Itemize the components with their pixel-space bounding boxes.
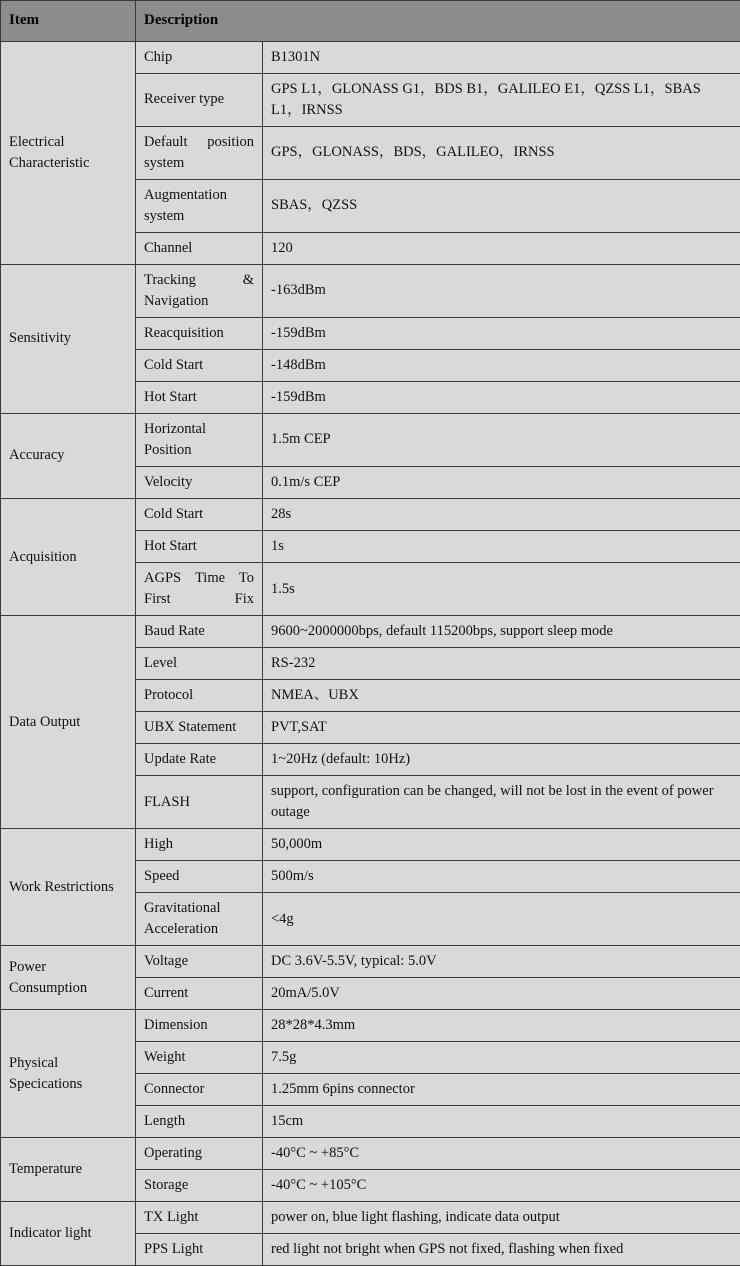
description-value: 20mA/5.0V (263, 978, 740, 1010)
description-value: -40°C ~ +85°C (263, 1138, 740, 1170)
column-header-item: Item (1, 1, 136, 42)
sub-item-label: Length (136, 1106, 263, 1138)
sub-item-label: High (136, 829, 263, 861)
item-group-label: Temperature (1, 1138, 136, 1202)
description-value: B1301N (263, 41, 740, 73)
description-value: <4g (263, 893, 740, 946)
description-value: SBAS，QZSS (263, 179, 740, 232)
item-group-label: Acquisition (1, 499, 136, 616)
description-value: -163dBm (263, 264, 740, 317)
description-value: -148dBm (263, 349, 740, 381)
sub-item-label: Speed (136, 861, 263, 893)
description-value: power on, blue light flashing, indicate data output (263, 1202, 740, 1234)
sub-item-label: Default position system (136, 126, 263, 179)
table-row (1, 1010, 740, 1042)
description-value: RS-232 (263, 648, 740, 680)
table-row (1, 499, 740, 531)
sub-item-label: Gravitational Acceleration (136, 893, 263, 946)
sub-item-label: Storage (136, 1170, 263, 1202)
description-value: 1~20Hz (default: 10Hz) (263, 744, 740, 776)
table-row (1, 264, 740, 317)
description-value: GPS，GLONASS，BDS，GALILEO，IRNSS (263, 126, 740, 179)
description-value: 15cm (263, 1106, 740, 1138)
sub-item-label: Weight (136, 1042, 263, 1074)
item-group-label: Power Consumption (1, 946, 136, 1010)
sub-item-label: Voltage (136, 946, 263, 978)
sub-item-label: Hot Start (136, 531, 263, 563)
sub-item-label: Dimension (136, 1010, 263, 1042)
description-value: 0.1m/s CEP (263, 466, 740, 498)
description-value: 28s (263, 499, 740, 531)
sub-item-label: UBX Statement (136, 712, 263, 744)
description-value: -159dBm (263, 381, 740, 413)
table-row (1, 946, 740, 978)
description-value: 28*28*4.3mm (263, 1010, 740, 1042)
item-group-label: Indicator light (1, 1202, 136, 1266)
table-row (1, 616, 740, 648)
sub-item-label: Tracking & Navigation (136, 264, 263, 317)
sub-item-label: Baud Rate (136, 616, 263, 648)
sub-item-label: Augmentation system (136, 179, 263, 232)
description-value: 50,000m (263, 829, 740, 861)
description-value: support, configuration can be changed, will not be lost in the event of power outage (263, 776, 740, 829)
item-group-label: Sensitivity (1, 264, 136, 413)
table-row (1, 1138, 740, 1170)
table-row (1, 829, 740, 861)
sub-item-label: Hot Start (136, 381, 263, 413)
sub-item-label: Chip (136, 41, 263, 73)
table-row (1, 413, 740, 466)
header-row (1, 1, 740, 42)
sub-item-label: Cold Start (136, 499, 263, 531)
description-value: 1s (263, 531, 740, 563)
sub-item-label: Connector (136, 1074, 263, 1106)
column-header-description: Description (136, 1, 740, 42)
description-value: 9600~2000000bps, default 115200bps, support sleep mode (263, 616, 740, 648)
description-value: 500m/s (263, 861, 740, 893)
table-row (1, 41, 740, 73)
sub-item-label: Update Rate (136, 744, 263, 776)
sub-item-label: Channel (136, 232, 263, 264)
item-group-label: Electrical Characteristic (1, 41, 136, 264)
description-value: NMEA、UBX (263, 680, 740, 712)
description-value: GPS L1，GLONASS G1，BDS B1，GALILEO E1，QZSS L1，SBAS L1，IRNSS (263, 73, 740, 126)
description-value: 1.5m CEP (263, 413, 740, 466)
description-value: 7.5g (263, 1042, 740, 1074)
table-header (1, 1, 740, 42)
description-value: 120 (263, 232, 740, 264)
description-value: 1.25mm 6pins connector (263, 1074, 740, 1106)
sub-item-label: Receiver type (136, 73, 263, 126)
description-value: -159dBm (263, 317, 740, 349)
description-value: 1.5s (263, 563, 740, 616)
sub-item-label: PPS Light (136, 1234, 263, 1266)
sub-item-label: FLASH (136, 776, 263, 829)
item-group-label: Physical Specications (1, 1010, 136, 1138)
sub-item-label: Current (136, 978, 263, 1010)
description-value: PVT,SAT (263, 712, 740, 744)
sub-item-label: Operating (136, 1138, 263, 1170)
sub-item-label: Velocity (136, 466, 263, 498)
sub-item-label: TX Light (136, 1202, 263, 1234)
sub-item-label: AGPS Time To First Fix (136, 563, 263, 616)
description-value: -40°C ~ +105°C (263, 1170, 740, 1202)
description-value: red light not bright when GPS not fixed, flashing when fixed (263, 1234, 740, 1266)
sub-item-label: Reacquisition (136, 317, 263, 349)
sub-item-label: Horizontal Position (136, 413, 263, 466)
sub-item-label: Cold Start (136, 349, 263, 381)
item-group-label: Data Output (1, 616, 136, 829)
sub-item-label: Level (136, 648, 263, 680)
sub-item-label: Protocol (136, 680, 263, 712)
table-body (1, 41, 740, 1266)
item-group-label: Work Restrictions (1, 829, 136, 946)
item-group-label: Accuracy (1, 413, 136, 498)
description-value: DC 3.6V-5.5V, typical: 5.0V (263, 946, 740, 978)
